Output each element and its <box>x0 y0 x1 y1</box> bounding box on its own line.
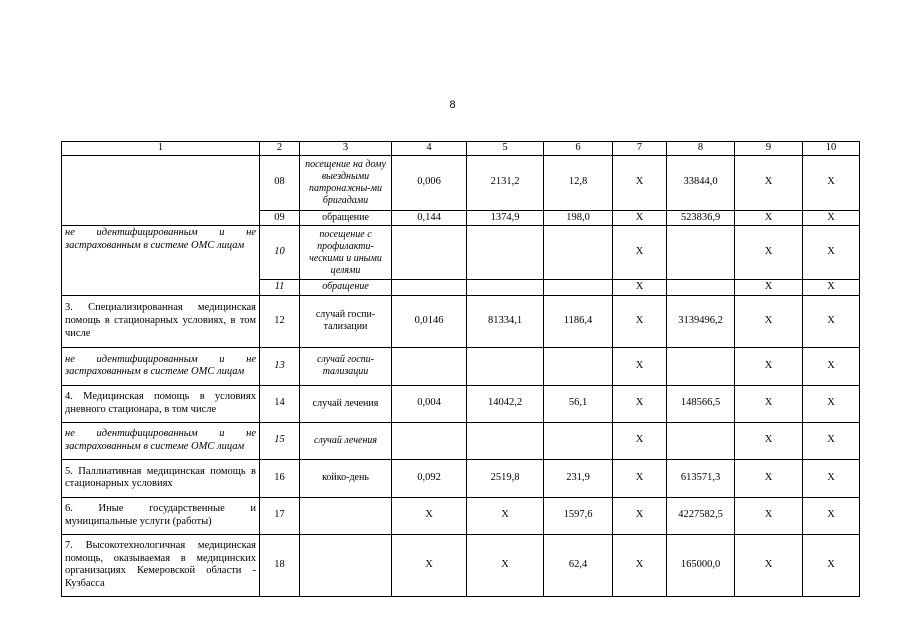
table-row <box>62 422 860 459</box>
cell-col8: 523836,9 <box>667 210 735 226</box>
cell-col4 <box>392 280 467 296</box>
row-description: 3. Специализированная медицинская помощь в стационарных условиях, в том числе <box>62 295 260 347</box>
cell-col8: 613571,3 <box>667 459 735 497</box>
cell-col8: 4227582,5 <box>667 497 735 534</box>
cell-col9: X <box>735 226 803 280</box>
cell-col10: X <box>803 280 860 296</box>
cell-col9: X <box>735 534 803 596</box>
row-unit <box>300 534 392 596</box>
cell-col4 <box>392 422 467 459</box>
header-cell: 1 <box>62 142 260 156</box>
row-unit: обращение <box>300 210 392 226</box>
header-cell: 5 <box>467 142 544 156</box>
cell-col6: 1597,6 <box>544 497 613 534</box>
cell-col8: 165000,0 <box>667 534 735 596</box>
row-description: не идентифицированным и не застрахованным в системе ОМС лицам <box>62 347 260 385</box>
cell-col5 <box>467 422 544 459</box>
header-cell: 4 <box>392 142 467 156</box>
cell-col7: X <box>613 155 667 210</box>
page-number: 8 <box>449 99 456 111</box>
cell-col7: X <box>613 385 667 422</box>
cell-col7: X <box>613 497 667 534</box>
cell-col5 <box>467 226 544 280</box>
row-code: 10 <box>260 226 300 280</box>
cell-col8 <box>667 347 735 385</box>
row-code: 17 <box>260 497 300 534</box>
cell-col7: X <box>613 459 667 497</box>
cell-col10: X <box>803 385 860 422</box>
row-code: 14 <box>260 385 300 422</box>
cell-col8: 33844,0 <box>667 155 735 210</box>
cell-col5: 14042,2 <box>467 385 544 422</box>
cell-col9: X <box>735 295 803 347</box>
cell-col10: X <box>803 497 860 534</box>
row-unit: обращение <box>300 280 392 296</box>
cell-col8 <box>667 422 735 459</box>
cell-col9: X <box>735 347 803 385</box>
cell-col9: X <box>735 385 803 422</box>
cell-col10: X <box>803 226 860 280</box>
cell-col8: 3139496,2 <box>667 295 735 347</box>
cell-col5: X <box>467 497 544 534</box>
cell-col5: 1374,9 <box>467 210 544 226</box>
row-description: не идентифицированным и не застрахованным в системе ОМС лицам <box>62 422 260 459</box>
cell-col5 <box>467 280 544 296</box>
row-code: 12 <box>260 295 300 347</box>
row-code: 08 <box>260 155 300 210</box>
row-description: не идентифицированным и не застрахованным в системе ОМС лицам <box>62 226 260 296</box>
cell-col10: X <box>803 347 860 385</box>
cell-col7: X <box>613 534 667 596</box>
table-row <box>62 459 860 497</box>
cell-col10: X <box>803 155 860 210</box>
row-description: 7. Высокотехнологичная медицинская помощь, оказываемая в медицинских организациях Кемеровской области - Кузбасса <box>62 534 260 596</box>
row-code: 13 <box>260 347 300 385</box>
header-cell: 3 <box>300 142 392 156</box>
header-row <box>62 142 860 156</box>
cell-col5: 2519,8 <box>467 459 544 497</box>
cell-col4: X <box>392 497 467 534</box>
cell-col7: X <box>613 295 667 347</box>
cell-col9: X <box>735 422 803 459</box>
row-description: 5. Паллиативная медицинская помощь в стационарных условиях <box>62 459 260 497</box>
header-cell: 7 <box>613 142 667 156</box>
header-cell: 6 <box>544 142 613 156</box>
cell-col9: X <box>735 280 803 296</box>
cell-col10: X <box>803 422 860 459</box>
data-table <box>61 141 860 597</box>
table-row <box>62 534 860 596</box>
cell-col6: 1186,4 <box>544 295 613 347</box>
cell-col4: 0,0146 <box>392 295 467 347</box>
cell-col4: X <box>392 534 467 596</box>
cell-col10: X <box>803 459 860 497</box>
cell-col6: 12,8 <box>544 155 613 210</box>
cell-col10: X <box>803 210 860 226</box>
cell-col5: X <box>467 534 544 596</box>
row-description <box>62 155 260 226</box>
row-unit: случай госпи-тализации <box>300 295 392 347</box>
cell-col7: X <box>613 422 667 459</box>
row-code: 09 <box>260 210 300 226</box>
cell-col6: 56,1 <box>544 385 613 422</box>
row-code: 15 <box>260 422 300 459</box>
cell-col7: X <box>613 347 667 385</box>
row-description: 6. Иные государственные и муниципальные услуги (работы) <box>62 497 260 534</box>
table-row <box>62 385 860 422</box>
cell-col4 <box>392 347 467 385</box>
cell-col7: X <box>613 226 667 280</box>
cell-col6 <box>544 422 613 459</box>
row-unit: случай лечения <box>300 422 392 459</box>
cell-col7: X <box>613 210 667 226</box>
row-code: 16 <box>260 459 300 497</box>
cell-col6: 231,9 <box>544 459 613 497</box>
table-row <box>62 295 860 347</box>
cell-col10: X <box>803 295 860 347</box>
cell-col9: X <box>735 497 803 534</box>
cell-col4: 0,004 <box>392 385 467 422</box>
row-unit <box>300 497 392 534</box>
table-row <box>62 497 860 534</box>
row-unit: посещение с профилакти-ческими и иными целями <box>300 226 392 280</box>
table-row <box>62 347 860 385</box>
table-row <box>62 226 860 280</box>
cell-col4 <box>392 226 467 280</box>
row-unit: посещение на дому выездными патронажны-ми бригадами <box>300 155 392 210</box>
cell-col9: X <box>735 155 803 210</box>
row-unit: случай госпи-тализации <box>300 347 392 385</box>
row-code: 11 <box>260 280 300 296</box>
cell-col4: 0,006 <box>392 155 467 210</box>
row-description: 4. Медицинская помощь в условиях дневного стационара, в том числе <box>62 385 260 422</box>
cell-col8 <box>667 226 735 280</box>
cell-col9: X <box>735 459 803 497</box>
cell-col8 <box>667 280 735 296</box>
cell-col4: 0,144 <box>392 210 467 226</box>
cell-col6: 62,4 <box>544 534 613 596</box>
cell-col10: X <box>803 534 860 596</box>
cell-col8: 148566,5 <box>667 385 735 422</box>
cell-col5: 81334,1 <box>467 295 544 347</box>
table-row <box>62 155 860 210</box>
cell-col7: X <box>613 280 667 296</box>
header-cell: 8 <box>667 142 735 156</box>
cell-col4: 0,092 <box>392 459 467 497</box>
cell-col5: 2131,2 <box>467 155 544 210</box>
header-cell: 10 <box>803 142 860 156</box>
row-unit: койко-день <box>300 459 392 497</box>
row-code: 18 <box>260 534 300 596</box>
cell-col6 <box>544 347 613 385</box>
cell-col6 <box>544 226 613 280</box>
row-unit: случай лечения <box>300 385 392 422</box>
cell-col6: 198,0 <box>544 210 613 226</box>
cell-col6 <box>544 280 613 296</box>
header-cell: 9 <box>735 142 803 156</box>
cell-col5 <box>467 347 544 385</box>
header-cell: 2 <box>260 142 300 156</box>
cell-col9: X <box>735 210 803 226</box>
